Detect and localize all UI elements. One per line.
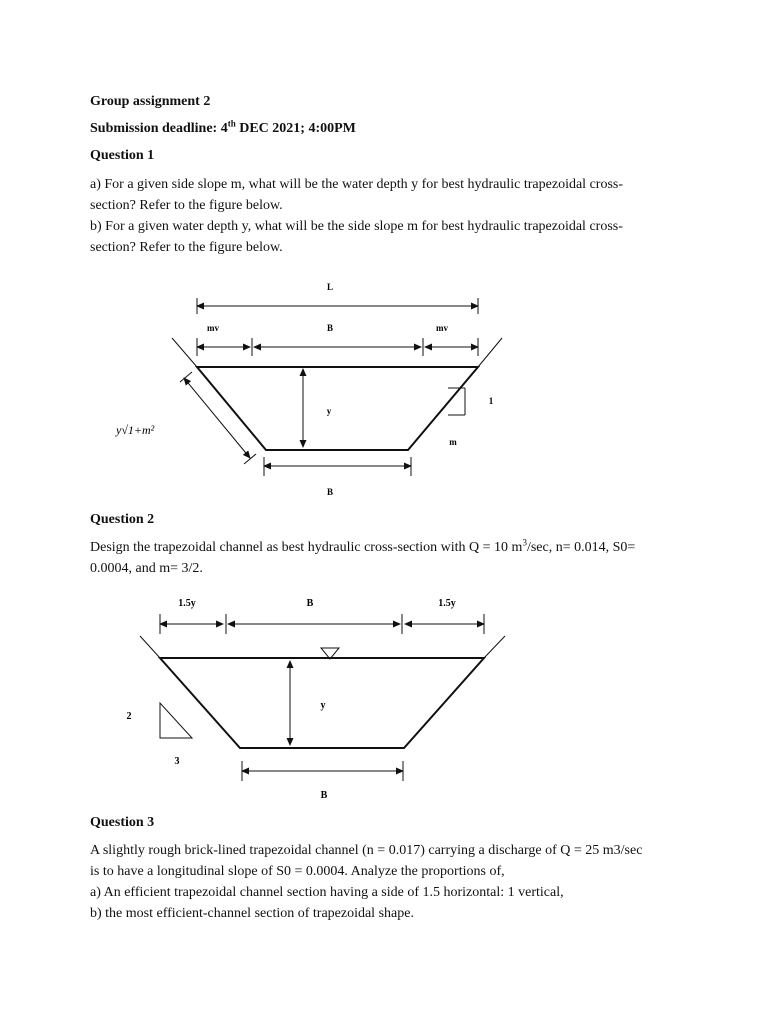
q2-line1-post: /sec, n= 0.014, S0= <box>526 540 636 555</box>
fig1-label-1: 1 <box>488 396 494 406</box>
q1-b-line1: b) For a given water depth y, what will be the side slope m for best hydraulic trapezoidal cross- <box>90 219 623 234</box>
question-3-body <box>90 840 680 924</box>
q3-line3: a) An efficient trapezoidal channel section having a side of 1.5 horizontal: 1 vertical, <box>90 885 564 900</box>
fig2-label-3: 3 <box>174 756 180 767</box>
q1-b-line2: section? Refer to the figure below. <box>90 240 283 255</box>
fig1-label-y: y <box>326 406 332 416</box>
fig1-label-mv-left: mv <box>207 323 219 333</box>
deadline-sup: th <box>227 118 236 129</box>
fig2-label-y: y <box>320 700 326 711</box>
fig2-label-B-top: B <box>306 598 314 609</box>
deadline-suffix: DEC 2021; 4:00PM <box>235 121 356 136</box>
fig1-label-sloped-length: y√1+m² <box>116 423 155 437</box>
assignment-title: Group assignment 2 <box>90 94 211 109</box>
q3-line1: A slightly rough brick-lined trapezoidal channel (n = 0.017) carrying a discharge of Q = 25 m3/sec <box>90 843 643 858</box>
q1-a-line1: a) For a given side slope m, what will be the water depth y for best hydraulic trapezoidal cross- <box>90 177 624 192</box>
fig1-label-B-top: B <box>326 323 334 333</box>
fig2-label-1-5y-left: 1.5y <box>178 598 196 609</box>
fig1-label-B-bottom: B <box>326 487 334 497</box>
submission-deadline <box>90 119 356 139</box>
fig1-label-L: L <box>326 282 334 292</box>
q2-line1-sup: 3 <box>522 537 527 548</box>
fig1-label-mv-right: mv <box>436 323 448 333</box>
q2-line1-pre: Design the trapezoidal channel as best hydraulic cross-section with Q = 10 m <box>90 540 523 555</box>
question-1-body <box>90 174 680 258</box>
fig2-label-2: 2 <box>126 711 132 722</box>
fig1-label-m: m <box>449 437 457 447</box>
q3-line2: is to have a longitudinal slope of S0 = 0.0004. Analyze the proportions of, <box>90 864 505 879</box>
q2-line2: 0.0004, and m= 3/2. <box>90 561 203 576</box>
question-2-body <box>90 537 680 579</box>
question-3-heading: Question 3 <box>90 815 155 830</box>
fig2-label-1-5y-right: 1.5y <box>438 598 456 609</box>
q1-a-line2: section? Refer to the figure below. <box>90 198 283 213</box>
deadline-prefix: Submission deadline: 4 <box>90 121 228 136</box>
q2-line1 <box>90 537 680 558</box>
q3-line4: b) the most efficient-channel section of trapezoidal shape. <box>90 906 414 921</box>
question-2-heading: Question 2 <box>90 512 155 527</box>
question-1-heading: Question 1 <box>90 148 155 163</box>
fig2-label-B-bottom: B <box>320 790 328 801</box>
